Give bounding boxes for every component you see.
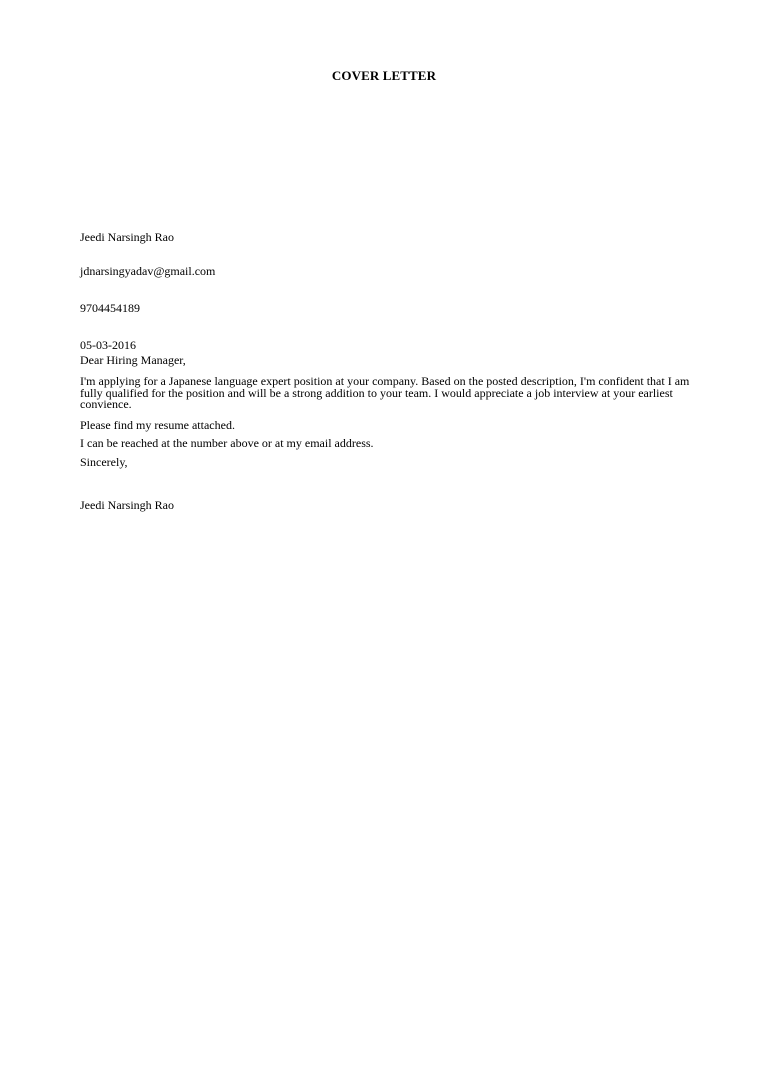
body-paragraph: I'm applying for a Japanese language expert position at your company. Based on the posted description, I'm confident that I am fully qualified for the position and will be a strong addition to your team. I would appreciate a job interview at your earliest convience. [80, 374, 690, 411]
resume-line: Please find my resume attached. [80, 418, 235, 432]
salutation: Dear Hiring Manager, [80, 353, 186, 367]
letter-date: 05-03-2016 [80, 338, 136, 352]
sender-phone: 9704454189 [80, 301, 140, 315]
sender-email: jdnarsingyadav@gmail.com [80, 264, 216, 278]
closing: Sincerely, [80, 455, 128, 469]
sender-name: Jeedi Narsingh Rao [80, 230, 174, 244]
contact-line: I can be reached at the number above or at my email address. [80, 436, 374, 450]
document-title: COVER LETTER [331, 68, 437, 83]
signature: Jeedi Narsingh Rao [80, 498, 174, 512]
